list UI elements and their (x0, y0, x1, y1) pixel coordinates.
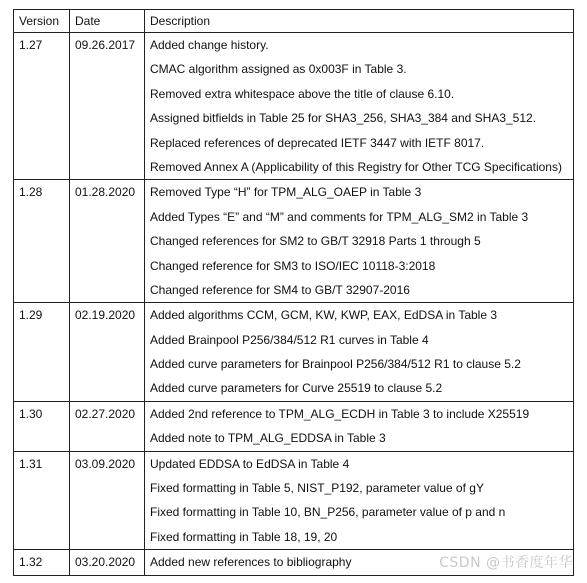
description-line: Changed reference for SM4 to GB/T 32907-2016 (150, 282, 410, 297)
version-cell: 1.28 (14, 180, 70, 303)
description-line: Fixed formatting in Table 18, 19, 20 (150, 529, 338, 544)
date-cell: 01.28.2020 (70, 180, 145, 303)
history-row (14, 33, 574, 180)
description-line: Removed Type “H” for TPM_ALG_OAEP in Table 3 (150, 185, 422, 200)
description-line: Added curve parameters for Curve 25519 to clause 5.2 (150, 381, 443, 396)
version-cell: 1.29 (14, 303, 70, 402)
description-line: Added curve parameters for Brainpool P256/384/512 R1 to clause 5.2 (150, 357, 521, 372)
description-line: Replaced references of deprecated IETF 3447 with IETF 8017. (150, 135, 485, 150)
date-cell: 02.19.2020 (70, 303, 145, 402)
date-cell: 09.26.2017 (70, 33, 145, 180)
description-line: Assigned bitfields in Table 25 for SHA3_256, SHA3_384 and SHA3_512. (150, 111, 537, 126)
description-line: Added Brainpool P256/384/512 R1 curves in Table 4 (150, 332, 429, 347)
description-cell (145, 401, 574, 451)
header-row (14, 10, 574, 33)
description-cell (145, 303, 574, 402)
history-row (14, 303, 574, 402)
history-row (14, 451, 574, 550)
description-line: Fixed formatting in Table 10, BN_P256, parameter value of p and n (150, 505, 506, 520)
description-line: Added new references to bibliography (150, 555, 352, 570)
description-line: Added 2nd reference to TPM_ALG_ECDH in Table 3 to include X25519 (150, 406, 530, 421)
description-line: Changed references for SM2 to GB/T 32918 Parts 1 through 5 (150, 234, 481, 249)
date-cell: 03.09.2020 (70, 451, 145, 550)
description-line: Removed extra whitespace above the title of clause 6.10. (150, 86, 455, 101)
version-cell: 1.31 (14, 451, 70, 550)
description-line: CMAC algorithm assigned as 0x003F in Table 3. (150, 62, 407, 77)
version-cell: 1.30 (14, 401, 70, 451)
description-line: Updated EDDSA to EdDSA in Table 4 (150, 456, 350, 471)
description-line: Changed reference for SM3 to ISO/IEC 10118-3:2018 (150, 258, 436, 273)
description-line: Removed Annex A (Applicability of this Registry for Other TCG Specifications) (150, 159, 562, 174)
history-row (14, 180, 574, 303)
description-line: Added algorithms CCM, GCM, KW, KWP, EAX, EdDSA in Table 3 (150, 308, 498, 323)
history-row (14, 401, 574, 451)
description-cell (145, 451, 574, 550)
description-line: Added note to TPM_ALG_EDDSA in Table 3 (150, 431, 386, 446)
description-cell (145, 180, 574, 303)
description-cell (145, 33, 574, 180)
header-version: Version (14, 10, 70, 33)
header-description: Description (145, 10, 574, 33)
version-cell: 1.27 (14, 33, 70, 180)
description-line: Added Types “E” and “M” and comments for TPM_ALG_SM2 in Table 3 (150, 209, 529, 224)
description-line: Fixed formatting in Table 5, NIST_P192, parameter value of gY (150, 481, 484, 496)
version-cell: 1.32 (14, 550, 70, 575)
watermark: CSDN @书香度年华 (439, 555, 573, 571)
description-line: Added change history. (150, 38, 269, 52)
date-cell: 03.20.2020 (70, 550, 145, 575)
date-cell: 02.27.2020 (70, 401, 145, 451)
header-date: Date (70, 10, 145, 33)
change-history-table (13, 9, 574, 576)
